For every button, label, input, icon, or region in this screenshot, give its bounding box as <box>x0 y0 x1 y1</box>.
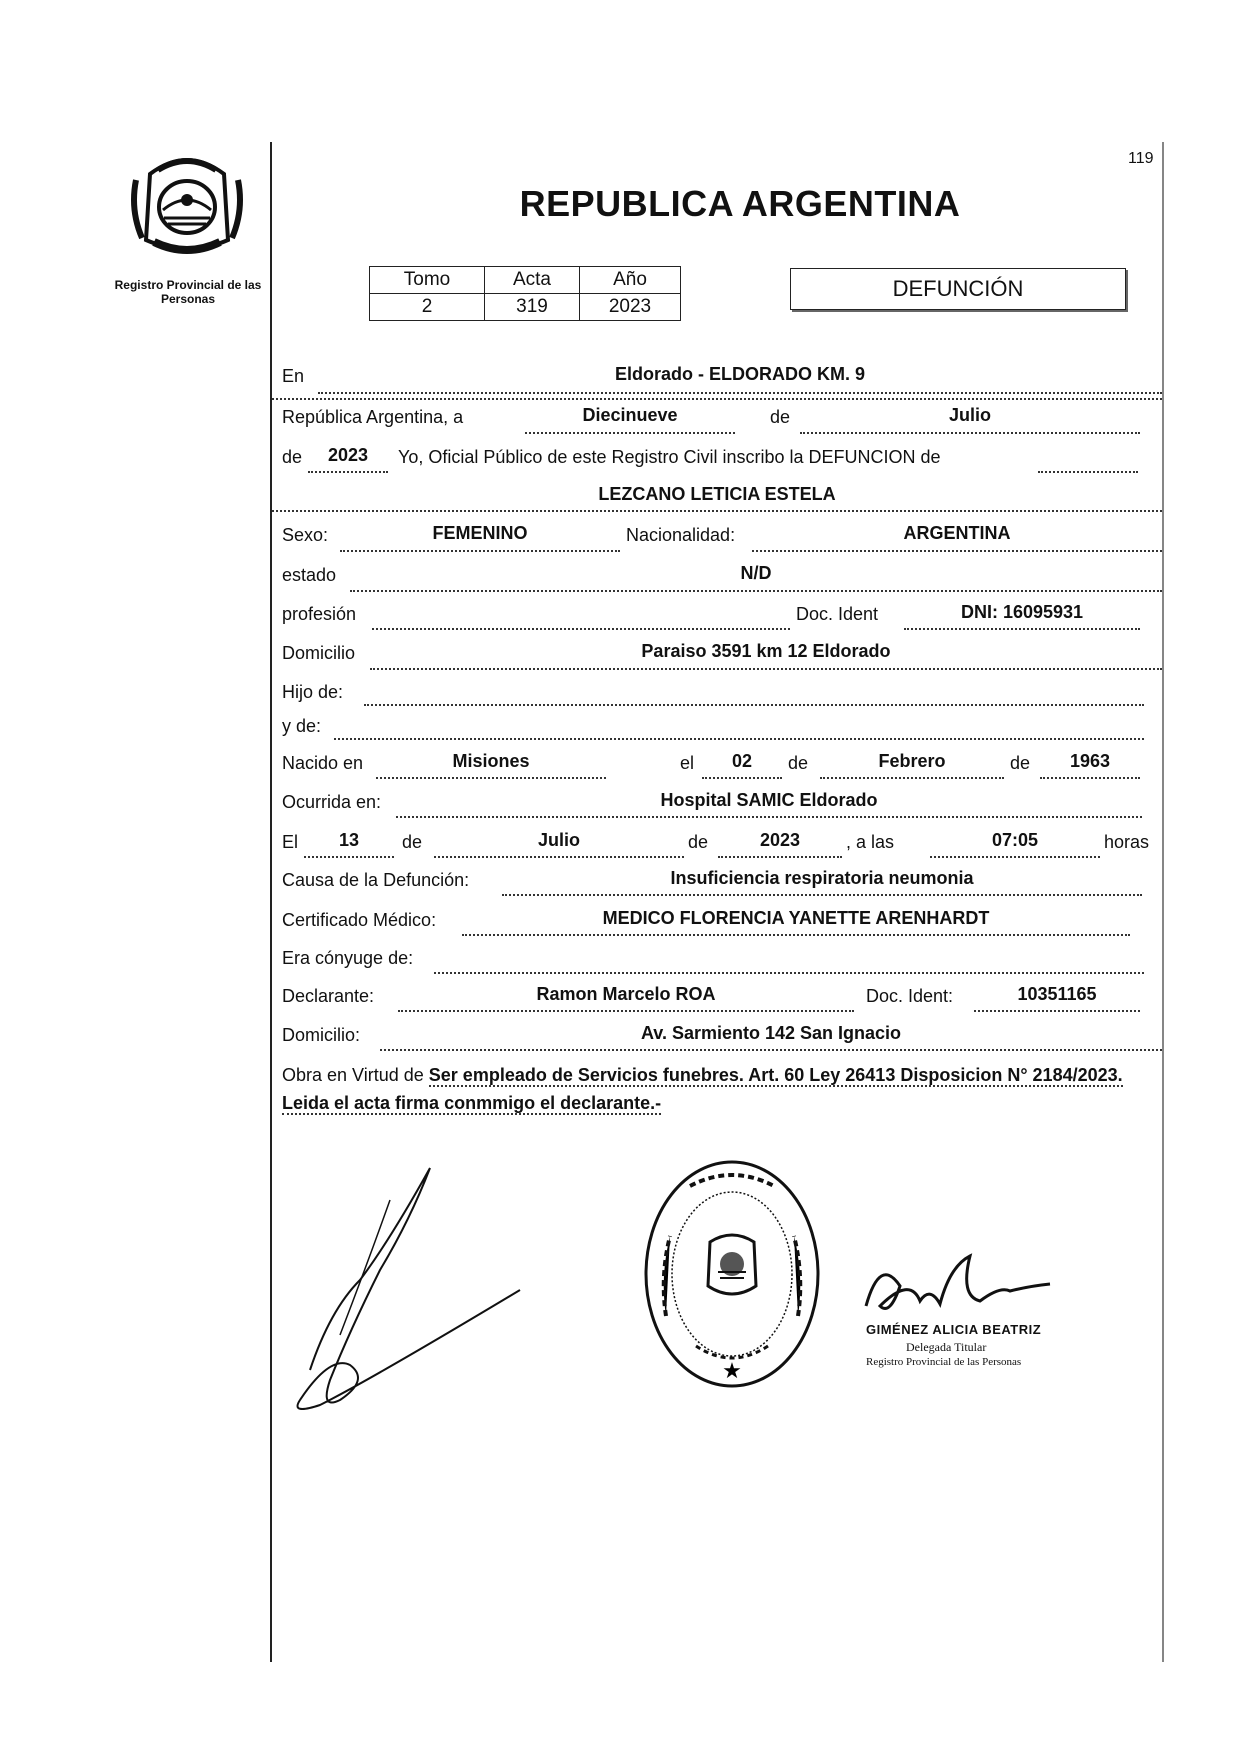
doc-type-label: DEFUNCIÓN <box>892 276 1024 301</box>
estado-value: N/D <box>740 563 772 583</box>
de-label: de <box>402 832 423 852</box>
page-number: 119 <box>1128 150 1154 167</box>
official-title: Delegada Titular <box>906 1340 987 1354</box>
de-label: de <box>282 447 303 467</box>
doc-ident-label: Doc. Ident <box>796 604 879 624</box>
year-value: 2023 <box>327 445 369 465</box>
obra-paragraph <box>282 1061 1162 1117</box>
yde-label: y de: <box>282 716 322 736</box>
table-cell: 319 <box>485 294 580 321</box>
doc-ident-value: DNI: 16095931 <box>960 602 1084 622</box>
certificado-label: Certificado Médico: <box>282 910 437 930</box>
table-header: Acta <box>485 267 580 294</box>
rep-label: República Argentina, a <box>282 407 464 427</box>
yo-text: Yo, Oficial Público de este Registro Civil inscribo la DEFUNCION de <box>398 447 941 467</box>
nacido-label: Nacido en <box>282 753 364 773</box>
obra-value: Ser empleado de Servicios funebres. Art. 60 Ley 26413 Disposicion N° 2184/2023. Leida el acta firma conmmigo el declarante.- <box>282 1065 1123 1113</box>
nacionalidad-value: ARGENTINA <box>903 523 1011 543</box>
de-label: de <box>770 407 791 427</box>
ocurrida-value: Hospital SAMIC Eldorado <box>660 790 878 810</box>
day-text: Diecinueve <box>582 405 678 425</box>
death-time: 07:05 <box>991 830 1039 850</box>
horas-label: horas <box>1104 832 1150 852</box>
hijo-label: Hijo de: <box>282 682 344 702</box>
misiones-logo <box>128 150 246 262</box>
right-margin-line <box>1162 142 1164 1662</box>
profesion-label: profesión <box>282 604 357 624</box>
en-label: En <box>282 366 305 386</box>
table-header: Año <box>580 267 681 294</box>
declarante-value: Ramon Marcelo ROA <box>536 984 716 1004</box>
page-title: REPUBLICA ARGENTINA <box>519 183 961 224</box>
registry-label: Registro Provincial de las Personas <box>114 278 262 306</box>
obra-label: Obra en Virtud de <box>282 1065 424 1085</box>
causa-label: Causa de la Defunción: <box>282 870 470 890</box>
death-year: 2023 <box>759 830 801 850</box>
estado-label: estado <box>282 565 337 585</box>
declarant-signature <box>270 1160 530 1420</box>
causa-value: Insuficiencia respiratoria neumonia <box>670 868 974 888</box>
official-org: Registro Provincial de las Personas <box>866 1356 1022 1368</box>
nac-year: 1963 <box>1069 751 1111 771</box>
el-label: el <box>680 753 695 773</box>
lugar-value: Eldorado - ELDORADO KM. 9 <box>614 364 865 384</box>
domicilio-label: Domicilio <box>282 643 356 663</box>
official-signature <box>860 1246 1060 1326</box>
nacido-value: Misiones <box>452 751 530 771</box>
nac-day: 02 <box>731 751 753 771</box>
left-margin-line <box>270 142 272 1662</box>
conyuge-label: Era cónyuge de: <box>282 948 414 968</box>
record-table <box>369 266 681 321</box>
certificado-value: MEDICO FLORENCIA YANETTE ARENHARDT <box>602 908 990 928</box>
death-month: Julio <box>537 830 580 850</box>
declarante-doc: 10351165 <box>1017 984 1097 1004</box>
deceased-name: LEZCANO LETICIA ESTELA <box>598 484 836 504</box>
ocurrida-label: Ocurrida en: <box>282 792 382 812</box>
sexo-value: FEMENINO <box>432 523 528 543</box>
doc-type-box <box>790 268 1126 310</box>
official-name: GIMÉNEZ ALICIA BEATRIZ <box>866 1322 1042 1337</box>
declarante-label: Declarante: <box>282 986 375 1006</box>
table-header: Tomo <box>370 267 485 294</box>
doc-ident-label: Doc. Ident: <box>866 986 954 1006</box>
month-text: Julio <box>948 405 991 425</box>
el-label: El <box>282 832 299 852</box>
table-cell: 2 <box>370 294 485 321</box>
de-label: de <box>688 832 709 852</box>
de-label: de <box>788 753 809 773</box>
table-cell: 2023 <box>580 294 681 321</box>
domicilio-label: Domicilio: <box>282 1025 361 1045</box>
nacionalidad-label: Nacionalidad: <box>626 525 736 545</box>
alas-label: , a las <box>846 832 895 852</box>
official-stamp <box>640 1156 824 1396</box>
svg-text:★: ★ <box>722 1359 742 1384</box>
death-day: 13 <box>338 830 360 850</box>
nac-month: Febrero <box>878 751 946 771</box>
de-label: de <box>1010 753 1031 773</box>
sexo-label: Sexo: <box>282 525 329 545</box>
domicilio-value: Paraiso 3591 km 12 Eldorado <box>641 641 891 661</box>
declarante-domicilio: Av. Sarmiento 142 San Ignacio <box>640 1023 902 1043</box>
